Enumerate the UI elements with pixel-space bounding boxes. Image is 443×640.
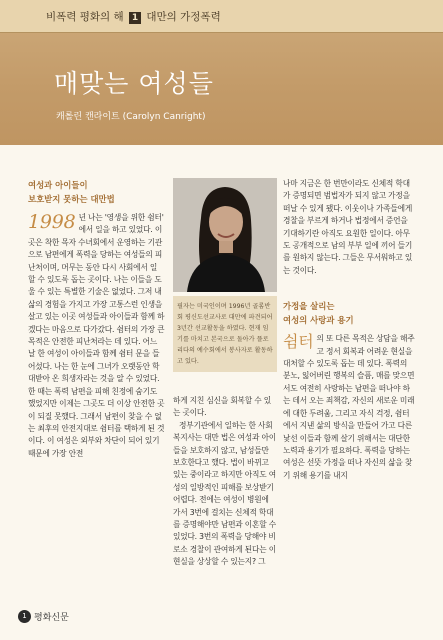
section-heading-1-line1: 여성과 아이들이 xyxy=(28,180,88,190)
article-author: 캐롤린 캔라이트 (Carolyn Canright) xyxy=(56,112,206,122)
body-text-right-2: 의 또 다른 목적은 상담을 해주고 정서 회복과 어려운 현실을 대처할 수 있도록 돕는 데 있다. 폭력의 분노, 잃어버린 행복의 슬픔, 매를 맞으면서도 여전히 사랑하는 남편을 떠나야 하는 데서 오는 죄책감, 자신의 새로운 미래에 대한 두려움, 그리고 자식 걱정, 쉼터에서 지낸 삶의 방식을 만들어 가고 다른 낯선 이들과 함께 살기 위해서는 대단한 노력과 용기가 필요하다. 폭력을 당하는 여성은 선뜻 가정을 떠나 자신의 삶을 찾기 위해 용기를 내지 xyxy=(283,334,415,480)
body-paragraph-1 xyxy=(28,212,166,460)
section-heading-2 xyxy=(283,299,415,327)
series-header xyxy=(0,0,443,33)
body-text-1: 년 나는 '영생을 위한 쉼터' 에서 일을 하고 있었다. 이곳은 착한 목자 수녀회에서 운영하는 기관으로 남편에게 폭력을 당하는 여성들의 피난처이며, 머무는 동안 다시 사회에서 일 할 수 있도록 돕는 곳이다. 나는 이들을 도울 수 있는 특별한 기술은 없었다. 그저 내 삶의 경험을 가지고 가장 고통스런 인생을 살고 있는 이곳 여성들과 아이들과 함께 하겠다는 마음으로 다가갔다. 쉼터의 가장 큰 목적은 안전한 피난처라는 데 있다. 어느 날 한 여성이 아이들과 함께 쉼터 문을 들어섰다. 나는 한 눈에 그녀가 오랫동안 학대받아 온 희생자라는 것을 알 수 있었다. 한 때는 폭력 남편을 피해 친정에 숨기도 했었지만 이제는 그곳도 더 이상 안전한 곳이 되질 못했다. 그래서 남편이 찾을 수 없는 최후의 안전지대로 쉼터를 택하게 된 것이다. 이 여성은 외부와 차단이 되어 있기 때문에 가장 안전 xyxy=(28,213,165,458)
series-prefix: 비폭력 평화의 해 xyxy=(46,11,124,23)
section-heading-1 xyxy=(28,178,166,206)
author-portrait-image xyxy=(173,178,277,292)
page-footer xyxy=(18,606,69,625)
dropcap-year: 1998 xyxy=(28,211,76,233)
body-paragraph-2 xyxy=(283,333,415,482)
series-label xyxy=(46,9,221,24)
series-number-badge: 1 xyxy=(129,12,141,24)
publication-brand: 평화신문 xyxy=(34,613,69,623)
body-text-mid-2: 정부기관에서 일하는 한 사회복지사는 대만 법은 여성과 아이들을 보호하지 않고, 남성들만 보호한다고 했다. 법이 바뀌고 있는 중이라고 하지만 아직도 여성의 일방적인 피해를 보상받기 어렵다. 전에는 여성이 병원에 가서 3번에 걸치는 신체적 학대를 증명해야만 남편과 이혼할 수 있었다. 3번의 폭력을 당해야 비로소 경찰이 관여하게 된다는 이 현실을 상상할 수 있는지? 그 xyxy=(173,420,276,567)
page-number: 1 xyxy=(18,610,31,623)
section-heading-2-line1: 가정을 살리는 xyxy=(283,301,335,312)
author-photo xyxy=(173,178,277,292)
middle-column xyxy=(173,395,277,569)
right-column xyxy=(283,178,415,482)
series-title: 대만의 가정폭력 xyxy=(146,11,221,23)
section-heading-1-line2: 보호받지 못하는 대만법 xyxy=(28,194,115,204)
photo-caption: 필자는 미국인이며 1996년 골롬반회 평신도선교사로 대만에 파견되어 3년간 선교활동을 하였다. 현재 임기를 마치고 본국으로 돌아가 플로리다의 예수회에서 봉사자로 활동하고 있다. xyxy=(173,296,277,372)
article-title: 매맞는 여성들 xyxy=(54,69,214,98)
left-column xyxy=(28,178,166,460)
body-text-right-1: 나마 지금은 한 번만이라도 신체적 학대가 증명되면 범법자가 되지 않고 가정을 떠날 수 있게 됐다. 이웃이나 가족들에게 경찰을 부르게 하거나 법정에서 증언을 기대하기란 아직도 요원한 일이다. 아무도 공개적으로 남의 부부 일에 끼어 들기를 원하지 않는다. 그들은 무서워하고 있는 것이다. xyxy=(283,179,413,275)
body-text-mid-1: 하게 지친 심신을 회복할 수 있는 곳이다. xyxy=(173,396,271,418)
dropcap-shelter: 쉼터 xyxy=(283,332,314,352)
section-heading-2-line2: 여성의 사랑과 용기 xyxy=(283,315,354,326)
